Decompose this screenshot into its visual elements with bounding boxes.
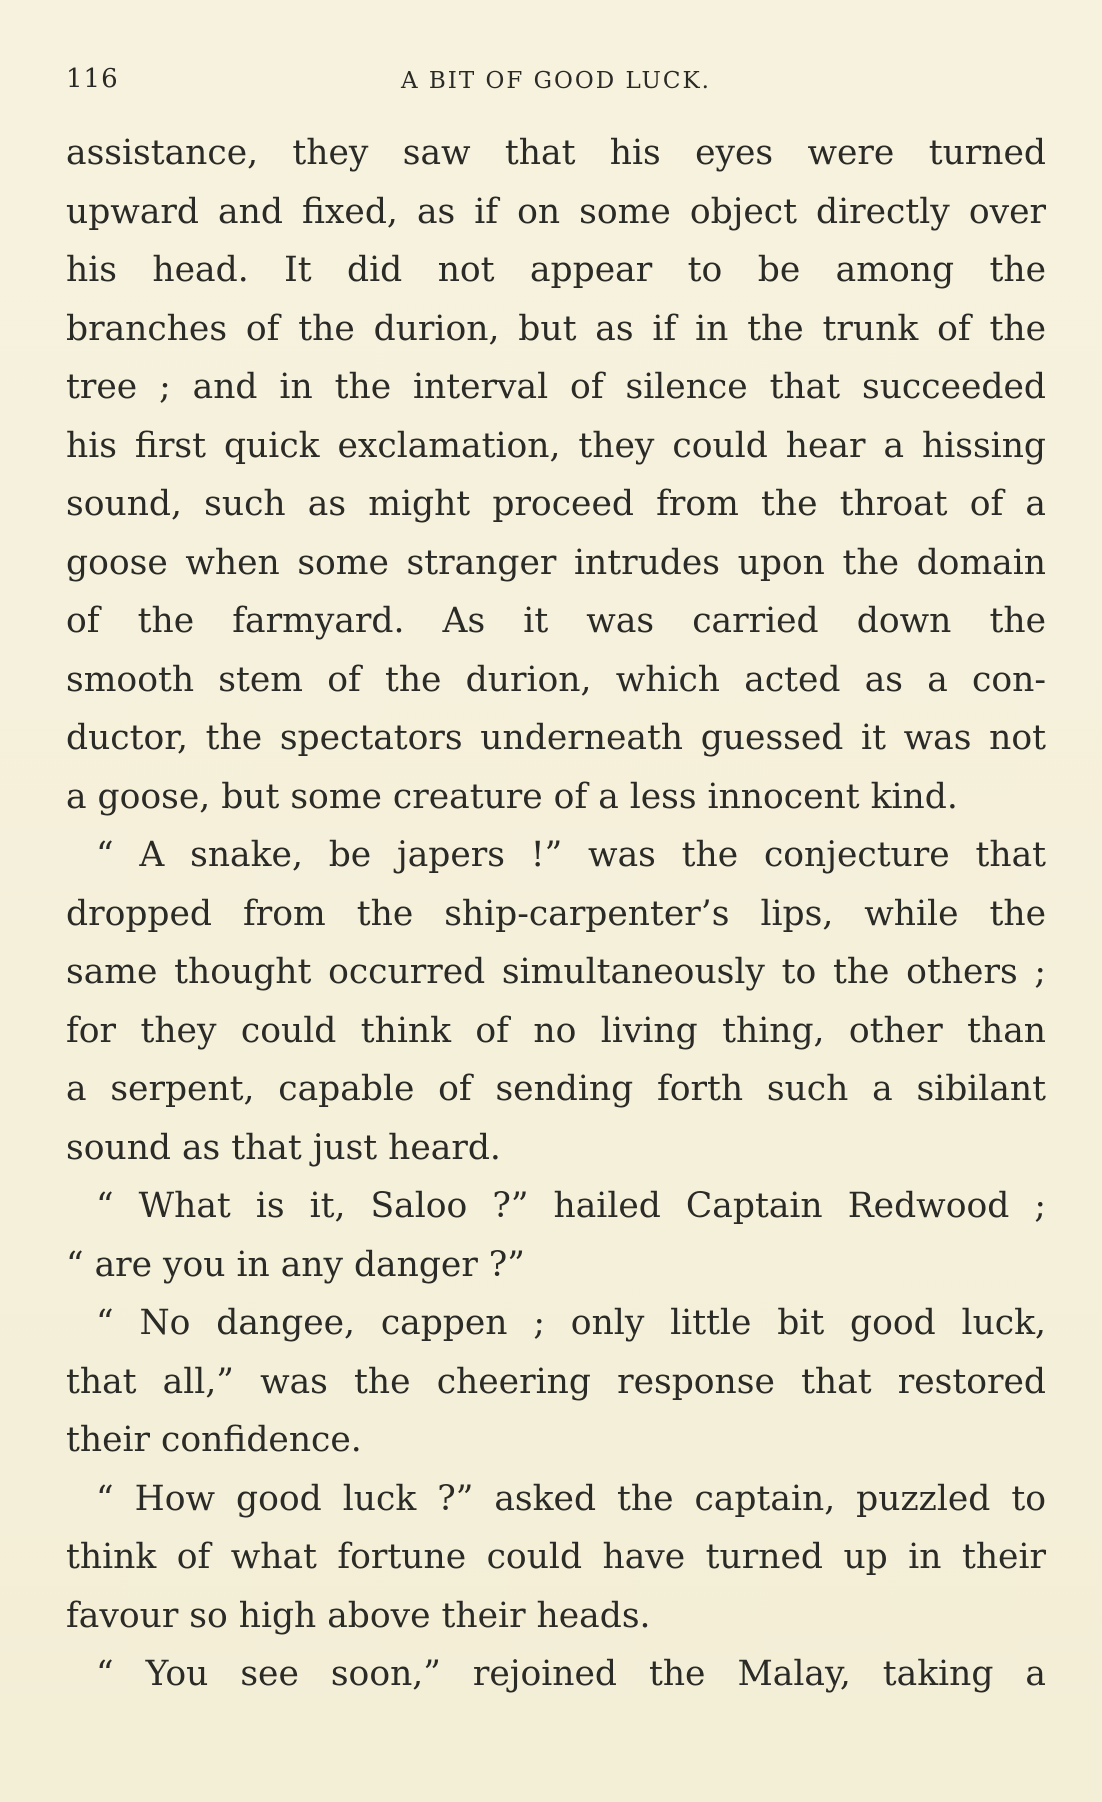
text-line: ductor, the spectators underneath guessed it was not: [66, 718, 1046, 758]
text-line: smooth stem of the durion, which acted as a con-: [66, 659, 1046, 700]
text-line: a goose, but some creature of a less innocent kind.: [66, 776, 958, 817]
text-line: his first quick exclamation, they could hear a hissing: [66, 425, 1046, 466]
text-line: same thought occurred simultaneously to the others ;: [66, 952, 1046, 992]
text-line: for they could think of no living thing, other than: [66, 1010, 1046, 1051]
text-line: assistance, they saw that his eyes were turned: [66, 133, 1046, 173]
running-head: A BIT OF GOOD LUCK.: [400, 68, 711, 94]
text-line: favour so high above their heads.: [66, 1595, 651, 1636]
text-line: “ What is it, Saloo ?” hailed Captain Redwood ;: [96, 1186, 1046, 1226]
text-line: sound, such as might proceed from the throat of a: [66, 484, 1046, 524]
text-line: tree ; and in the interval of silence that succeeded: [66, 367, 1046, 407]
text-line: “ You see soon,” rejoined the Malay, taking a: [96, 1654, 1046, 1694]
text-line: “ No dangee, cappen ; only little bit good luck,: [96, 1303, 1046, 1343]
text-line: upward and fixed, as if on some object directly over: [66, 191, 1046, 232]
page-header: [66, 64, 1046, 104]
text-line: a serpent, capable of sending forth such a sibilant: [66, 1069, 1046, 1109]
text-line: that all,” was the cheering response that restored: [66, 1361, 1046, 1402]
text-line: sound as that just heard.: [66, 1127, 501, 1168]
text-line: their confidence.: [66, 1420, 362, 1460]
text-line: “ How good luck ?” asked the captain, puzzled to: [96, 1478, 1046, 1519]
text-line: “ A snake, be japers !” was the conjecture that: [96, 835, 1046, 875]
text-line: dropped from the ship-carpenter’s lips, while the: [66, 893, 1046, 934]
text-line: goose when some stranger intrudes upon the domain: [66, 542, 1046, 583]
text-line: of the farmyard. As it was carried down the: [66, 601, 1046, 641]
text-line: “ are you in any danger ?”: [66, 1244, 525, 1285]
text-line: think of what fortune could have turned up in their: [66, 1537, 1046, 1577]
body-text: [66, 124, 1046, 1704]
page-number: 116: [66, 64, 119, 94]
text-line: branches of the durion, but as if in the trunk of the: [66, 308, 1046, 349]
text-line: his head. It did not appear to be among the: [66, 250, 1046, 290]
